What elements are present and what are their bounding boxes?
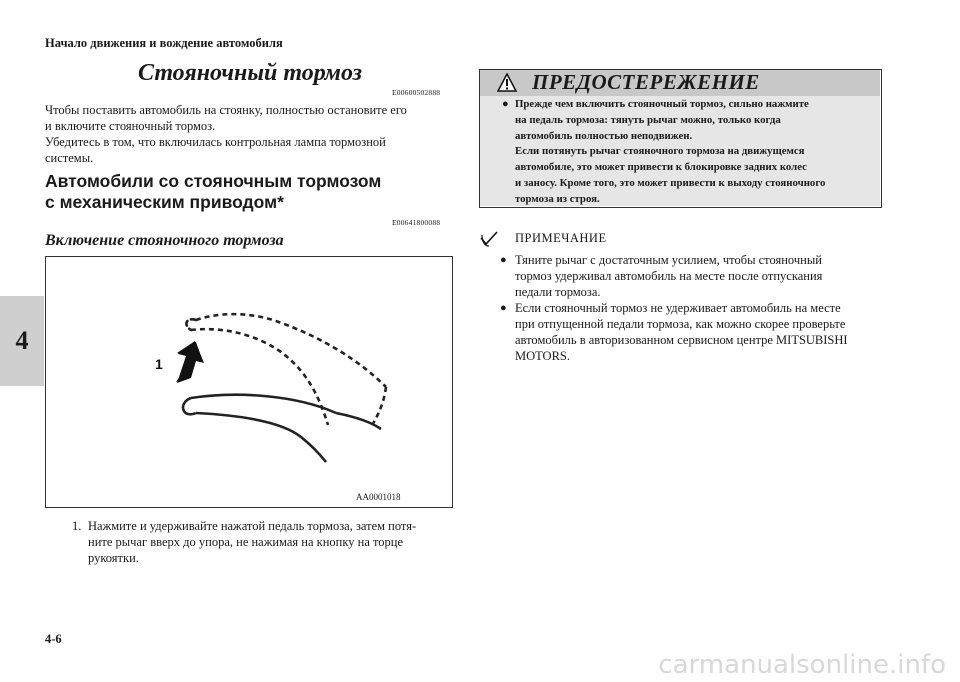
section-code: E00600502888 [392,88,441,97]
note-line: Тяните рычаг с достаточным усилием, чтобы стояночный [515,253,822,267]
note-label: ПРИМЕЧАНИЕ [515,231,607,245]
note-line: педали тормоза. [515,285,601,299]
parking-brake-lever-illustration [46,257,452,507]
step-text [88,518,452,566]
section-title: Стояночный тормоз [137,60,362,86]
subsection-title [45,171,455,213]
warning-triangle-icon [497,73,517,93]
intro-line: Убедитесь в том, что включилась контрольная лампа тормозной [45,135,386,149]
warning-line: на педаль тормоза: тянуть рычаг можно, только когда [515,113,781,126]
procedure-heading: Включение стояночного тормоза [45,232,284,249]
warning-line: автомобиле, это может привести к блокировке задних колес [515,161,807,174]
intro-paragraph [45,102,455,166]
step-line: ните рычаг вверх до упора, не нажимая на кнопку на торце [88,535,404,549]
warning-line: Если потянуть рычаг стояночного тормоза на движущемся [515,145,805,158]
note-list [500,252,890,364]
note-line: Если стояночный тормоз не удерживает автомобиль на месте [515,301,841,315]
warning-text [515,97,870,208]
parking-brake-figure [45,256,453,508]
intro-line: и включите стояночный тормоз. [45,119,216,133]
note-item [500,252,890,300]
warning-line: и заносу. Кроме того, это может привести к выходу стояночного [515,176,826,189]
warning-line: тормоза из строя. [515,192,600,205]
subsection-title-line: Автомобили со стояночным тормозом [45,171,382,191]
note-line: при отпущенной педали тормоза, как можно скорее проверьте [515,317,846,331]
warning-line: Прежде чем включить стояночный тормоз, сильно нажмите [515,98,809,110]
watermark: carmanualsonline.info [658,650,946,680]
step-line: Нажмите и удерживайте нажатой педаль тормоза, затем потя- [88,519,417,533]
subsection-title-line: с механическим приводом* [45,192,284,212]
running-header: Начало движения и вождение автомобиля [45,36,283,50]
arrow-label: 1 [155,356,163,372]
note-item [500,300,890,364]
note-line: автомобиль в авторизованном сервисном центре MITSUBISHI [515,333,848,347]
note-bullet: ● [500,254,507,266]
chapter-tab[interactable]: 4 [0,296,44,386]
warning-bullet: ● [502,98,509,110]
intro-line: Чтобы поставить автомобиль на стоянку, полностью остановите его [45,103,407,117]
warning-title: ПРЕДОСТЕРЕЖЕНИЕ [532,70,760,94]
pull-arrow-icon [176,341,204,383]
intro-line: системы. [45,151,94,165]
subsection-code: E00641800088 [392,218,441,227]
note-line: MOTORS. [515,349,570,363]
step-number: 1. [72,519,82,533]
warning-line: автомобиль полностью неподвижен. [515,129,693,142]
note-line: тормоз удерживал автомобиль на месте после отпускания [515,269,823,283]
note-check-icon [479,230,499,248]
page-number: 4-6 [45,632,62,646]
note-bullet: ● [500,302,507,314]
figure-id: AA0001018 [356,492,401,502]
step-line: рукоятки. [88,551,139,565]
